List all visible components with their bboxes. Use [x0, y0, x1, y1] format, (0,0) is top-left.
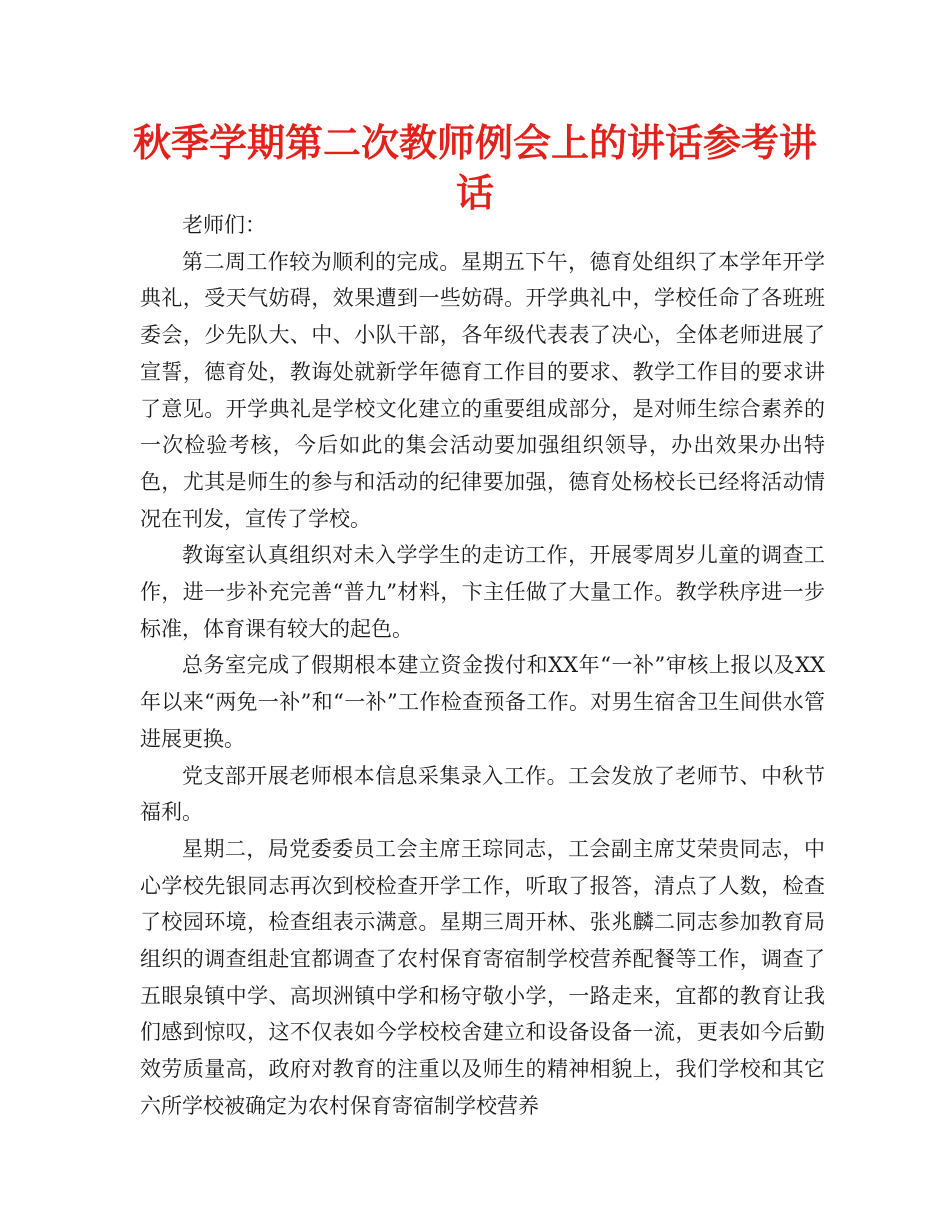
paragraph-general-affairs: 总务室完成了假期根本建立资金拨付和XX年“一补”审核上报以及XX年以来“两免一补”和“一补”工作检查预备工作。对男生宿舍卫生间供水管进展更换。 [140, 653, 825, 751]
document-body [140, 207, 825, 1125]
paragraph-party-branch: 党支部开展老师根本信息采集录入工作。工会发放了老师节、中秋节福利。 [140, 763, 825, 825]
paragraph-inspection: 星期二，局党委委员工会主席王琮同志，工会副主席艾荣贵同志，中心学校先银同志再次到校检查开学工作，听取了报答，清点了人数，检查了校园环境，检查组表示满意。星期三周开林、张兆麟二同志参加教育局组织的调查组赴宜都调查了农村保育寄宿制学校营养配餐等工作，调查了五眼泉镇中学、高坝洲镇中学和杨守敬小学，一路走来，宜都的教育让我们感到惊叹，这不仅表如今学校校舍建立和设备设备一流，更表如今后勤效劳质量高，政府对教育的注重以及师生的精神相貌上，我们学校和其它六所学校被确定为农村保育寄宿制学校营养 [140, 836, 825, 1118]
paragraph-opening-ceremony: 第二周工作较为顺利的完成。星期五下午，德育处组织了本学年开学典礼，受天气妨碍，效果遭到一些妨碍。开学典礼中，学校任命了各班班委会，少先队大、中、小队干部，各年级代表表了决心，全体老师进展了宣誓，德育处，教诲处就新学年德育工作目的要求、教学工作目的要求讲了意见。开学典礼是学校文化建立的重要组成部分，是对师生综合素养的一次检验考核，今后如此的集会活动要加强组织领导，办出效果办出特色，尤其是师生的参与和活动的纪律要加强，德育处杨校长已经将活动情况在刊发，宣传了学校。 [140, 249, 825, 531]
paragraph-teaching-office: 教诲室认真组织对未入学学生的走访工作，开展零周岁儿童的调查工作，进一步补充完善“普九”材料，卞主任做了大量工作。教学秩序进一步标准，体育课有较大的起色。 [140, 543, 825, 641]
document-title: 秋季学期第二次教师例会上的讲话参考讲话 [132, 121, 817, 215]
greeting: 老师们： [182, 213, 266, 237]
